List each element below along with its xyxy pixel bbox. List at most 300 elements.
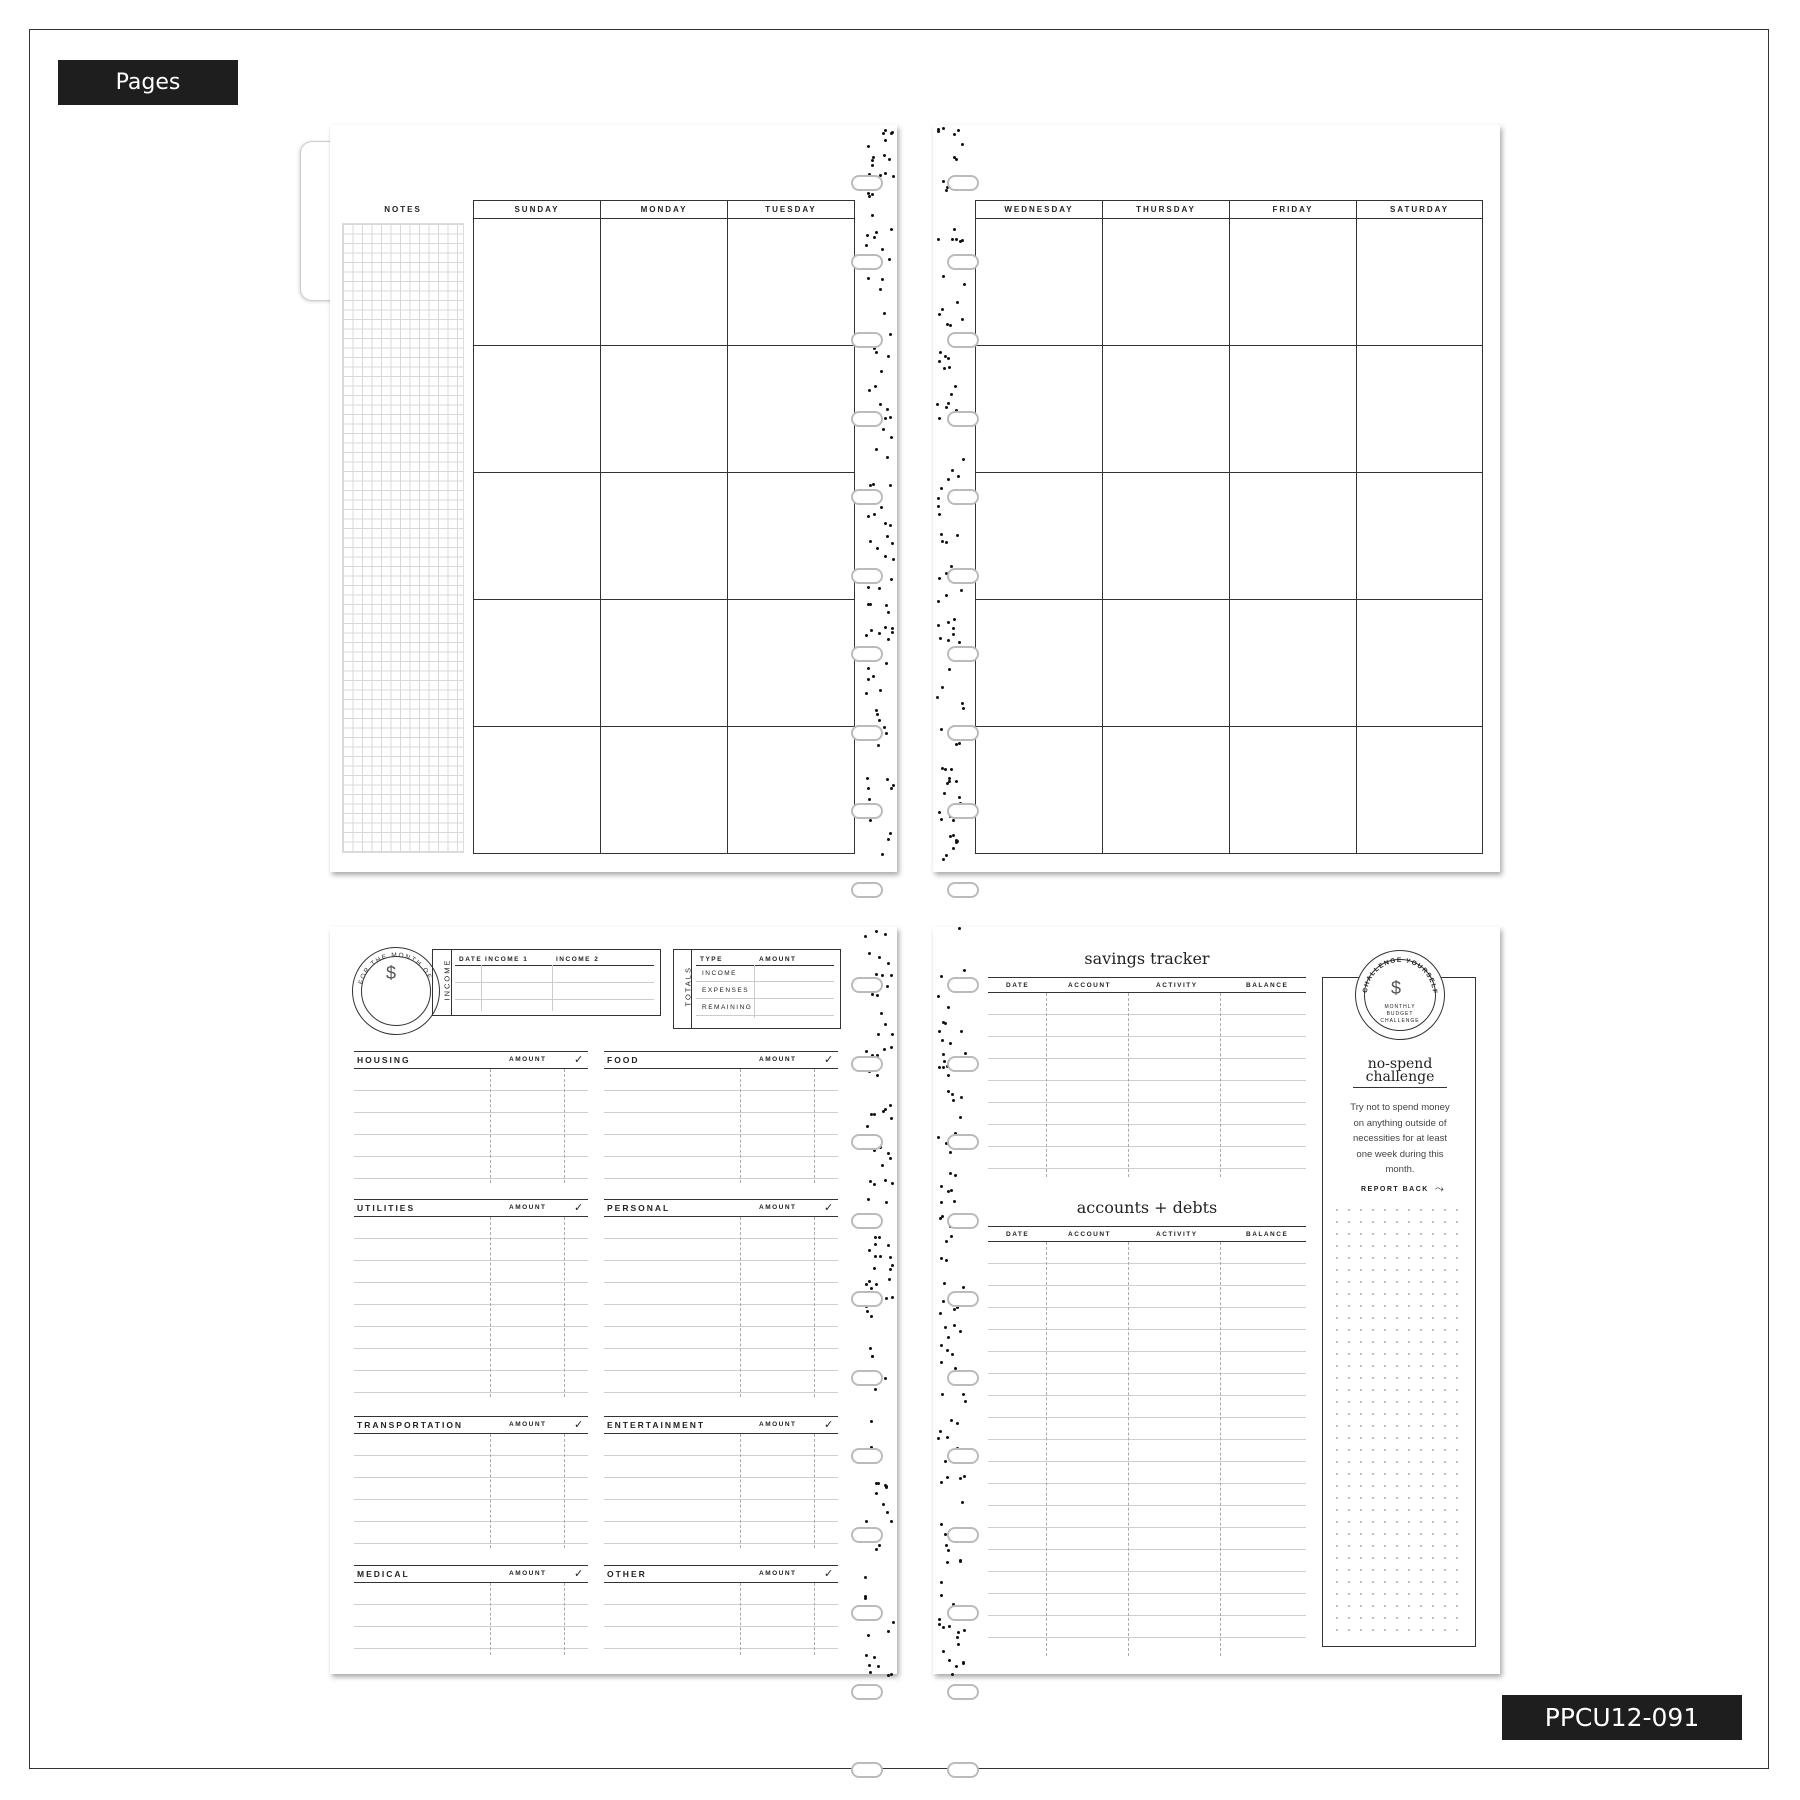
- polka-dot: [891, 1182, 894, 1185]
- polka-dot: [951, 238, 954, 241]
- binding-disc-hole: [851, 725, 883, 741]
- polka-dot: [960, 589, 963, 592]
- polka-dot: [937, 995, 940, 998]
- polka-dot: [867, 277, 870, 280]
- polka-dot: [961, 318, 964, 321]
- polka-dot: [889, 832, 892, 835]
- polka-dot: [890, 132, 893, 135]
- binding-disc-hole: [851, 977, 883, 993]
- polka-dot: [947, 357, 950, 360]
- polka-dot: [873, 513, 876, 516]
- calendar-left-grid: [473, 200, 855, 854]
- totals-row-income: INCOME: [702, 970, 737, 977]
- polka-dot: [868, 798, 871, 801]
- polka-dot: [938, 577, 941, 580]
- totals-side-label: TOTALS: [683, 966, 693, 1007]
- polka-dot: [885, 662, 888, 665]
- polka-dot: [944, 1460, 947, 1463]
- binding-disc-hole: [851, 1370, 883, 1386]
- polka-dot: [940, 1185, 943, 1188]
- polka-dot: [884, 129, 887, 132]
- binding-disc-hole: [851, 882, 883, 898]
- grid-line: [600, 201, 601, 853]
- polka-dot: [938, 360, 941, 363]
- polka-dot: [939, 1430, 942, 1433]
- binding-disc-hole: [947, 1134, 979, 1150]
- polka-dot: [942, 1021, 945, 1024]
- polka-dot: [960, 1096, 963, 1099]
- polka-dot: [942, 1300, 945, 1303]
- polka-dot: [864, 1576, 867, 1579]
- polka-dot: [888, 158, 891, 161]
- grid-line: [976, 472, 1482, 473]
- polka-dot: [959, 1116, 962, 1119]
- month-circle-text: [352, 947, 440, 1035]
- polka-dot: [961, 143, 964, 146]
- polka-dot: [947, 1190, 950, 1193]
- polka-dot: [886, 456, 889, 459]
- polka-dot: [870, 1287, 873, 1290]
- grid-line: [474, 726, 854, 727]
- polka-dot: [949, 1042, 952, 1045]
- polka-dot: [865, 634, 868, 637]
- polka-dot: [940, 1481, 943, 1484]
- binding-disc-hole: [947, 1291, 979, 1307]
- polka-dot: [962, 1286, 965, 1289]
- polka-dot: [890, 787, 893, 790]
- grid-line: [1356, 201, 1357, 853]
- polka-dot: [875, 1548, 878, 1551]
- polka-dot: [869, 1671, 872, 1674]
- binding-disc-hole: [947, 803, 979, 819]
- polka-dot: [883, 312, 886, 315]
- polka-dot: [887, 638, 890, 641]
- totals-row-remaining: REMAINING: [702, 1004, 753, 1011]
- binding-disc-hole: [947, 332, 979, 348]
- amount-label: AMOUNT: [759, 1204, 797, 1211]
- polka-dot: [962, 1661, 965, 1664]
- binding-disc-hole: [947, 1527, 979, 1543]
- polka-dot: [945, 1259, 948, 1262]
- polka-dot: [885, 1486, 888, 1489]
- polka-dot: [940, 1361, 943, 1364]
- polka-dot: [879, 1255, 882, 1258]
- polka-dot: [957, 1631, 960, 1634]
- polka-dot: [936, 403, 939, 406]
- tracker-page: [933, 927, 1500, 1674]
- polka-dot: [938, 313, 941, 316]
- category-title: HOUSING: [357, 1055, 411, 1065]
- polka-dot: [955, 780, 958, 783]
- polka-dot: [865, 1283, 868, 1286]
- binding-disc-hole: [947, 489, 979, 505]
- binding-disc-hole: [851, 1213, 883, 1229]
- polka-dot: [963, 1475, 966, 1478]
- polka-dot: [891, 631, 894, 634]
- binding-disc-hole: [947, 568, 979, 584]
- polka-dot: [938, 1030, 941, 1033]
- report-back-label: REPORT BACK: [1361, 1186, 1429, 1193]
- budget-page: [330, 927, 897, 1674]
- binding-disc-hole: [947, 1056, 979, 1072]
- polka-dot: [891, 1033, 894, 1036]
- notes-label: NOTES: [384, 205, 422, 214]
- pages-label: Pages: [58, 60, 238, 105]
- polka-dot: [883, 1048, 886, 1051]
- polka-dot: [944, 1326, 947, 1329]
- binding-disc-hole: [947, 1213, 979, 1229]
- polka-dot: [958, 927, 961, 930]
- polka-dot: [867, 667, 870, 670]
- polka-dot: [952, 834, 955, 837]
- polka-dot: [873, 1113, 876, 1116]
- category-housing: [354, 1051, 588, 1183]
- polka-dot: [940, 1257, 943, 1260]
- polka-dot: [937, 624, 940, 627]
- polka-dot: [870, 1315, 873, 1318]
- polka-dot: [883, 154, 886, 157]
- polka-dot: [886, 535, 889, 538]
- polka-dot: [962, 707, 965, 710]
- polka-dot: [953, 228, 956, 231]
- polka-dot: [943, 1282, 946, 1285]
- binding-disc-hole: [947, 175, 979, 191]
- polka-dot: [869, 1347, 872, 1350]
- polka-dot: [868, 1280, 871, 1283]
- polka-dot: [877, 1033, 880, 1036]
- day-header-thursday: THURSDAY: [1103, 201, 1230, 219]
- polka-dot: [891, 1264, 894, 1267]
- polka-dot: [865, 692, 868, 695]
- polka-dot: [947, 1549, 950, 1552]
- col-balance: BALANCE: [1246, 982, 1289, 989]
- svg-text:CHALLENGE YOURSELF!: CHALLENGE YOURSELF: [1361, 956, 1439, 995]
- polka-dot: [952, 1099, 955, 1102]
- income-table: [432, 949, 661, 1016]
- polka-dot: [891, 542, 894, 545]
- polka-dot: [889, 1268, 892, 1271]
- binding-disc-hole: [947, 1448, 979, 1464]
- polka-dot: [871, 159, 874, 162]
- binding-disc-hole: [851, 1056, 883, 1072]
- polka-dot: [890, 228, 893, 231]
- polka-dot: [884, 626, 887, 629]
- day-header-monday: MONDAY: [601, 201, 728, 219]
- check-icon: ✓: [824, 1568, 836, 1580]
- polka-dot: [890, 578, 893, 581]
- polka-dot: [889, 1104, 892, 1107]
- polka-dot: [939, 637, 942, 640]
- notes-grid: [342, 223, 464, 853]
- challenge-title: no-spend challenge: [1353, 1058, 1447, 1088]
- polka-dot: [940, 1581, 943, 1584]
- polka-dot: [942, 1066, 945, 1069]
- binding-disc-hole: [947, 1684, 979, 1700]
- polka-dot: [947, 1006, 950, 1009]
- polka-dot: [880, 370, 883, 373]
- polka-dot: [945, 1544, 948, 1547]
- arrow-icon: ⤳: [1435, 1183, 1444, 1195]
- polka-dot: [956, 301, 959, 304]
- polka-dot: [950, 1189, 953, 1192]
- polka-dot: [953, 156, 956, 159]
- category-title: FOOD: [607, 1055, 640, 1065]
- grid-line: [474, 472, 854, 473]
- polka-dot: [889, 524, 892, 527]
- polka-dot: [956, 840, 959, 843]
- polka-dot: [942, 858, 945, 861]
- polka-dot: [868, 1664, 871, 1667]
- polka-dot: [959, 1560, 962, 1563]
- polka-dot: [865, 1050, 868, 1053]
- binding-disc-hole: [947, 411, 979, 427]
- polka-dot: [948, 777, 951, 780]
- binding-disc-hole: [947, 646, 979, 662]
- polka-dot: [885, 732, 888, 735]
- polka-dot: [963, 283, 966, 286]
- polka-dot: [945, 594, 948, 597]
- amount-label: AMOUNT: [759, 1421, 797, 1428]
- polka-dot: [891, 1296, 894, 1299]
- polka-dot: [938, 1618, 941, 1621]
- polka-dot: [869, 1180, 872, 1183]
- polka-dot: [951, 1093, 954, 1096]
- polka-dot: [958, 641, 961, 644]
- category-other: [604, 1565, 838, 1655]
- check-icon: ✓: [824, 1054, 836, 1066]
- category-title: OTHER: [607, 1569, 647, 1579]
- polka-dot: [884, 1179, 887, 1182]
- polka-dot: [884, 139, 887, 142]
- polka-dot: [887, 1152, 890, 1155]
- binding-disc-hole: [947, 977, 979, 993]
- polka-dot: [878, 956, 881, 959]
- polka-dot: [870, 1420, 873, 1423]
- amount-label: AMOUNT: [759, 1570, 797, 1577]
- polka-dot: [955, 238, 958, 241]
- polka-dot: [941, 1393, 944, 1396]
- polka-dot: [875, 448, 878, 451]
- grid-line: [727, 201, 728, 853]
- polka-dot: [887, 611, 890, 614]
- polka-dot: [940, 975, 943, 978]
- polka-dot: [954, 385, 957, 388]
- polka-dot: [938, 1623, 941, 1626]
- polka-dot: [892, 558, 895, 561]
- polka-dot: [889, 484, 892, 487]
- polka-dot: [876, 1074, 879, 1077]
- polka-dot: [890, 1673, 893, 1676]
- dollar-icon: $: [1391, 978, 1402, 998]
- polka-dot: [873, 236, 876, 239]
- polka-dot: [940, 818, 943, 821]
- polka-dot: [946, 1436, 949, 1439]
- polka-dot: [871, 164, 874, 167]
- polka-dot: [947, 1090, 950, 1093]
- totals-col-amount: AMOUNT: [759, 956, 797, 963]
- polka-dot: [864, 1597, 867, 1600]
- income-col-2: INCOME 2: [556, 956, 600, 963]
- polka-dot: [940, 1201, 943, 1204]
- svg-text:FOR THE MONTH OF: FOR THE MONTH OF: [357, 951, 433, 986]
- polka-dot: [943, 1060, 946, 1063]
- category-entertainment: [604, 1416, 838, 1548]
- polka-dot: [873, 1267, 876, 1270]
- col-account: ACCOUNT: [1068, 982, 1111, 989]
- polka-dot: [945, 854, 948, 857]
- polka-dot: [939, 351, 942, 354]
- amount-label: AMOUNT: [509, 1204, 547, 1211]
- polka-dot: [945, 189, 948, 192]
- polka-dot: [880, 506, 883, 509]
- binding-disc-hole: [851, 1291, 883, 1307]
- polka-dot: [879, 403, 882, 406]
- polka-dot: [937, 1437, 940, 1440]
- polka-dot: [866, 234, 869, 237]
- polka-dot: [964, 1400, 967, 1403]
- polka-dot: [940, 1594, 943, 1597]
- polka-dot: [884, 555, 887, 558]
- polka-dot: [884, 933, 887, 936]
- polka-dot: [889, 333, 892, 336]
- check-icon: ✓: [574, 1568, 586, 1580]
- polka-dot: [940, 1523, 943, 1526]
- polka-dot: [871, 193, 874, 196]
- polka-dot: [868, 1249, 871, 1252]
- polka-dot: [869, 540, 872, 543]
- amount-label: AMOUNT: [759, 1056, 797, 1063]
- binding-disc-hole: [851, 332, 883, 348]
- polka-dot: [938, 417, 941, 420]
- day-header-wednesday: WEDNESDAY: [976, 201, 1103, 219]
- day-header-friday: FRIDAY: [1230, 201, 1357, 219]
- check-icon: ✓: [824, 1419, 836, 1431]
- polka-dot: [872, 675, 875, 678]
- polka-dot: [948, 366, 951, 369]
- polka-dot: [880, 1012, 883, 1015]
- income-col-1: INCOME 1: [485, 956, 529, 963]
- polka-dot: [885, 1297, 888, 1300]
- polka-dot: [941, 308, 944, 311]
- polka-dot: [875, 930, 878, 933]
- polka-dot: [953, 1324, 956, 1327]
- binding-disc-hole: [947, 1605, 979, 1621]
- col-date: DATE: [1006, 982, 1030, 989]
- polka-dot: [878, 1236, 881, 1239]
- check-icon: ✓: [574, 1419, 586, 1431]
- check-icon: ✓: [824, 1202, 836, 1214]
- polka-dot: [951, 1673, 954, 1676]
- polka-dot: [886, 985, 889, 988]
- polka-dot: [961, 702, 964, 705]
- calendar-right-grid: [975, 200, 1483, 854]
- polka-dot: [887, 1630, 890, 1633]
- polka-dot: [937, 128, 940, 131]
- polka-dot: [877, 744, 880, 747]
- polka-dot: [948, 668, 951, 671]
- day-header-saturday: SATURDAY: [1357, 201, 1482, 219]
- polka-dot: [937, 238, 940, 241]
- polka-dot: [881, 974, 884, 977]
- category-medical: [354, 1565, 588, 1655]
- totals-row-expenses: EXPENSES: [702, 987, 750, 994]
- polka-dot: [878, 587, 881, 590]
- accounts-debts-table: [988, 1226, 1306, 1656]
- polka-dot: [950, 768, 953, 771]
- calendar-right-page: [933, 125, 1500, 872]
- polka-dot: [867, 515, 870, 518]
- polka-dot: [937, 600, 940, 603]
- polka-dot: [946, 1476, 949, 1479]
- polka-dot: [879, 689, 882, 692]
- polka-dot: [877, 1665, 880, 1668]
- polka-dot: [874, 1236, 877, 1239]
- polka-dot: [947, 639, 950, 642]
- polka-dot: [940, 728, 943, 731]
- polka-dot: [937, 505, 940, 508]
- totals-table: [673, 949, 841, 1029]
- polka-dot: [884, 417, 887, 420]
- polka-dot: [963, 1629, 966, 1632]
- polka-dot: [949, 1151, 952, 1154]
- polka-dot: [892, 175, 895, 178]
- polka-dot: [889, 416, 892, 419]
- polka-dot: [957, 475, 960, 478]
- polka-dot: [887, 962, 890, 965]
- polka-dot: [940, 533, 943, 536]
- polka-dot: [884, 522, 887, 525]
- polka-dot: [949, 324, 952, 327]
- polka-dot: [890, 1046, 893, 1049]
- polka-dot: [947, 402, 950, 405]
- polka-dot: [882, 428, 885, 431]
- polka-dot: [957, 129, 960, 132]
- savings-tracker-title: savings tracker: [1084, 949, 1210, 968]
- polka-dot: [952, 847, 955, 850]
- polka-dot: [873, 1656, 876, 1659]
- polka-dot: [937, 1136, 940, 1139]
- polka-dot: [874, 385, 877, 388]
- polka-dot: [958, 796, 961, 799]
- polka-dot: [869, 819, 872, 822]
- polka-dot: [938, 811, 941, 814]
- polka-dot: [876, 994, 879, 997]
- grid-line: [976, 345, 1482, 346]
- totals-col-type: TYPE: [700, 956, 723, 963]
- polka-dot: [892, 1621, 895, 1624]
- col-activity: ACTIVITY: [1156, 982, 1198, 989]
- polka-dot: [938, 513, 941, 516]
- polka-dot: [879, 288, 882, 291]
- polka-dot: [887, 355, 890, 358]
- challenge-text: Try not to spend money on anything outside of necessities for at least one week during this month.: [1350, 1102, 1450, 1175]
- polka-dot: [951, 469, 954, 472]
- polka-dot: [867, 586, 870, 589]
- col-date: DATE: [1006, 1231, 1030, 1238]
- polka-dot: [960, 1030, 963, 1033]
- polka-dot: [875, 709, 878, 712]
- polka-dot: [868, 195, 871, 198]
- polka-dot: [937, 497, 940, 500]
- badge-bottom-text: MONTHLY BUDGET CHALLENGE: [1380, 1004, 1420, 1024]
- polka-dot: [875, 231, 878, 234]
- polka-dot: [944, 768, 947, 771]
- polka-dot: [948, 1659, 951, 1662]
- calendar-left-page: [330, 125, 897, 872]
- polka-dot: [943, 367, 946, 370]
- polka-dot: [889, 1157, 892, 1160]
- polka-dot: [887, 1244, 890, 1247]
